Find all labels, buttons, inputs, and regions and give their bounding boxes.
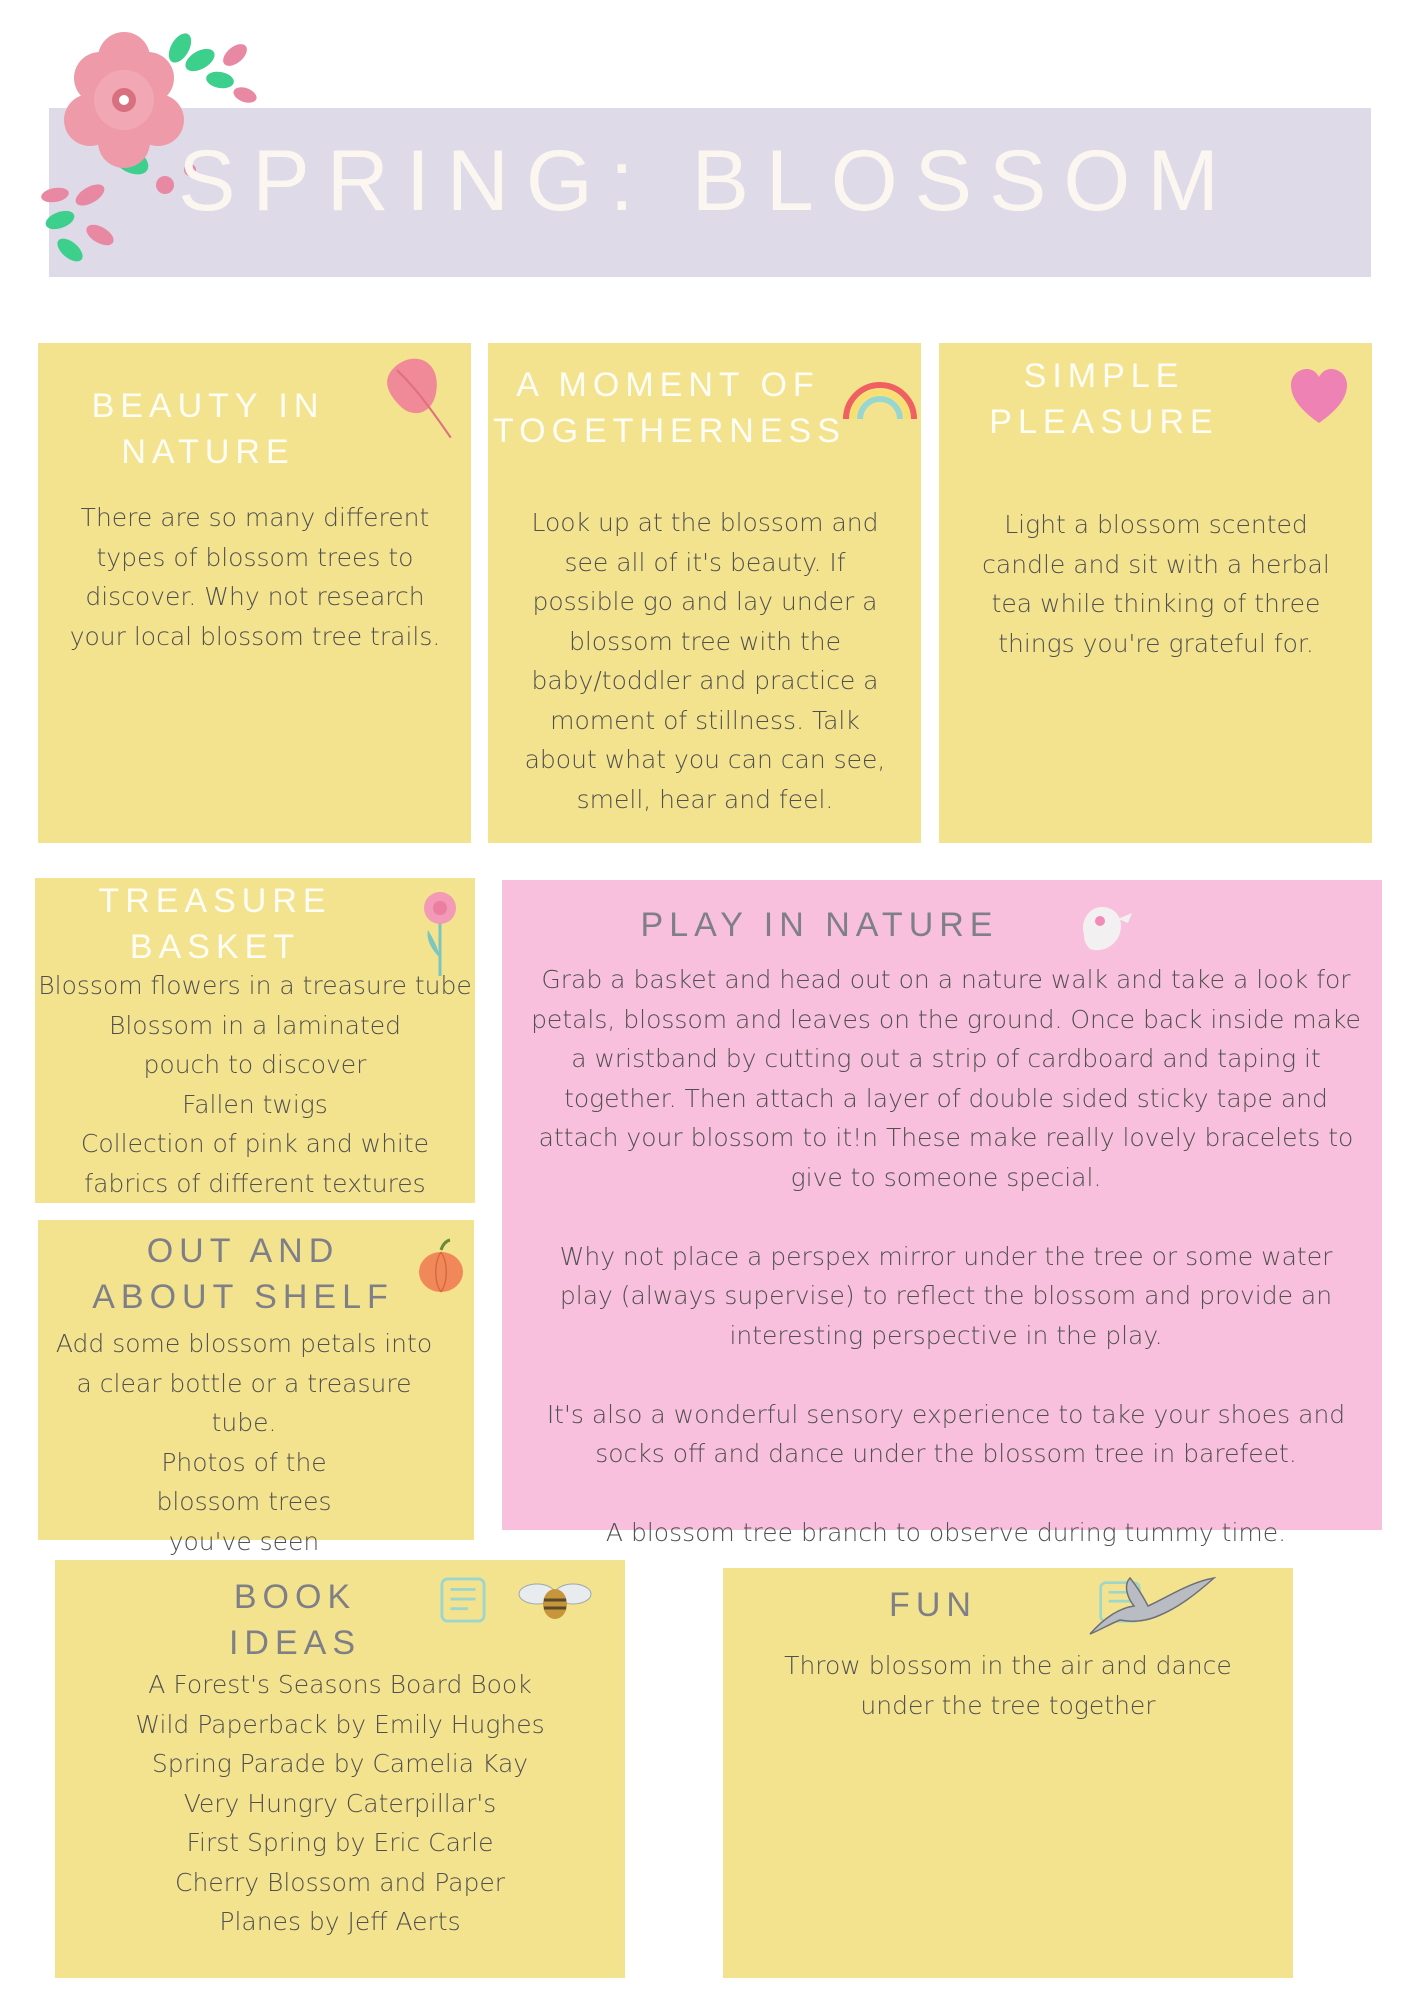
togetherness-text: Look up at the blossom and see all of it's beauty. If possible go and lay under a blossom tree with the baby/toddler and practice a moment of stillness. Talk about what you can can see, smell, hear and feel.: [524, 508, 886, 814]
beauty-in-nature-card: [38, 343, 471, 843]
play-in-nature-text: [524, 960, 1368, 1553]
list-item: Blossom in a laminated pouch to discover: [108, 1010, 402, 1079]
list-item: Collection of pink and white fabrics of different textures: [80, 1129, 430, 1198]
page-title: SPRING: BLOSSOM: [178, 133, 1236, 229]
list-item: Add some blossom petals into a clear bottle or a treasure tube.: [55, 1329, 433, 1437]
flower-icon: [420, 888, 460, 978]
bird-icon: [1070, 895, 1140, 965]
fun-title: FUN: [889, 1586, 977, 1624]
treasure-basket-title: TREASURE BASKET: [98, 882, 332, 966]
fun-card: [723, 1568, 1293, 1978]
paragraph: A blossom tree branch to observe during tummy time.: [605, 1518, 1287, 1547]
simple-pleasure-text: Light a blossom scented candle and sit with a herbal tea while thinking of three things you're grateful for.: [982, 510, 1330, 658]
fun-text: Throw blossom in the air and dance under the tree together: [784, 1651, 1232, 1720]
beauty-in-nature-text: There are so many different types of blossom trees to discover. Why not research your local blossom tree trails.: [69, 503, 441, 651]
play-in-nature-card: [502, 880, 1382, 1547]
out-and-about-shelf-list: [50, 1324, 438, 1561]
bee-icon: [515, 1576, 595, 1626]
list-item: Cherry Blossom and Paper Planes by Jeff Aerts: [174, 1867, 506, 1936]
play-in-nature-title: PLAY IN NATURE: [640, 906, 999, 944]
togetherness-card: [488, 343, 921, 843]
list-item: Blossom flowers in a treasure tube: [38, 971, 472, 1000]
treasure-basket-card: [35, 878, 475, 1203]
book-ideas-title: BOOK IDEAS: [228, 1578, 362, 1662]
leaf-icon: [378, 349, 458, 444]
book-ideas-list: [75, 1665, 605, 1942]
paragraph: Why not place a perspex mirror under the tree or some water play (always supervise) to reflect the blossom and provide an interesting perspective in the play.: [559, 1241, 1333, 1350]
simple-pleasure-title: SIMPLE PLEASURE: [989, 357, 1219, 441]
pumpkin-icon: [416, 1238, 466, 1294]
list-item: Very Hungry Caterpillar's First Spring by Eric Carle: [183, 1788, 497, 1857]
togetherness-title: A MOMENT OF TOGETHERNESS: [493, 366, 846, 450]
paragraph: It's also a wonderful sensory experience to take your shoes and socks off and dance under the blossom tree in barefeet.: [546, 1399, 1346, 1468]
simple-pleasure-card: [939, 343, 1372, 843]
list-item: Wild Paperback by Emily Hughes: [135, 1709, 545, 1739]
book-ideas-card: [55, 1560, 625, 1978]
out-and-about-shelf-card: [38, 1220, 474, 1556]
treasure-basket-list: [35, 966, 475, 1203]
book-stamp-icon: [439, 1576, 487, 1624]
out-and-about-shelf-title: OUT AND ABOUT SHELF: [92, 1232, 394, 1316]
rainbow-icon: [840, 373, 920, 423]
heart-icon: [1289, 369, 1349, 425]
list-item: Photos of the blossom trees you've seen: [156, 1447, 332, 1556]
list-item: A Forest's Seasons Board Book: [148, 1670, 532, 1699]
paragraph: Grab a basket and head out on a nature walk and take a look for petals, blossom and leaves on the ground. Once back inside make a wristband by cutting out a strip of cardboard and taping it together. Then attach a layer of double sided sticky tape and attach your blossom to it!n These make really lovely bracelets to give to someone special.: [531, 965, 1361, 1192]
list-item: Fallen twigs: [182, 1089, 328, 1119]
beauty-in-nature-title: BEAUTY IN NATURE: [91, 387, 325, 471]
list-item: Spring Parade by Camelia Kay: [151, 1749, 529, 1778]
swallow-icon: [1086, 1568, 1216, 1638]
